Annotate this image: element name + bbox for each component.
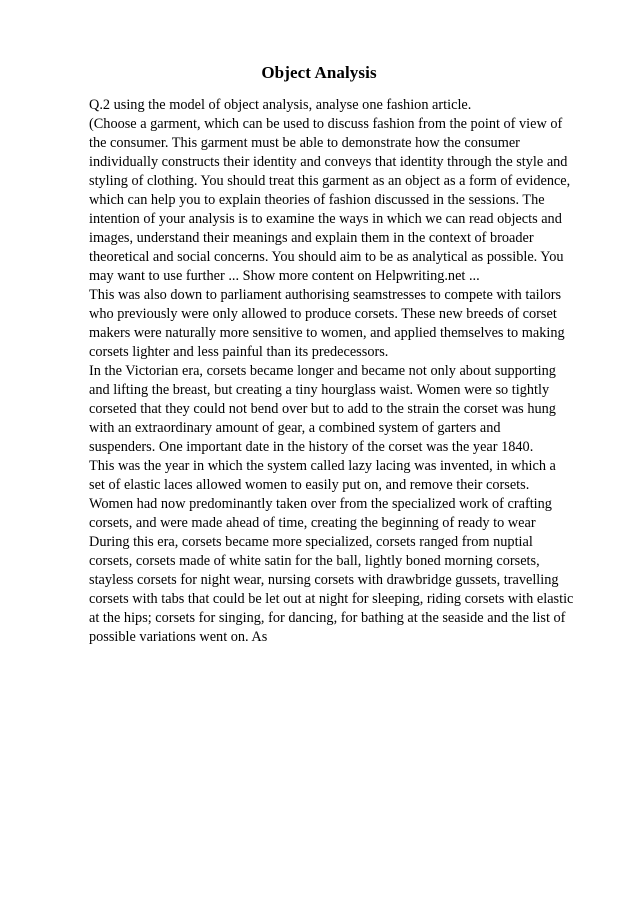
text-line: intention of your analysis is to examine the ways in which we can read objects and [89, 211, 562, 227]
text-line: and lifting the breast, but creating a tiny hourglass waist. Women were so tightly [89, 382, 550, 398]
text-line: (Choose a garment, which can be used to discuss fashion from the point of view of [89, 116, 563, 132]
text-line: the consumer. This garment must be able to demonstrate how the consumer [89, 135, 520, 151]
text-line: who previously were only allowed to produce corsets. These new breeds of corset [89, 306, 557, 322]
text-line: This was the year in which the system called lazy lacing was invented, in which a [89, 458, 556, 474]
text-line: images, understand their meanings and explain them in the context of broader [89, 230, 534, 246]
text-line: stayless corsets for night wear, nursing corsets with drawbridge gussets, travelling [89, 572, 559, 588]
text-line: In the Victorian era, corsets became longer and became not only about supporting [89, 363, 556, 379]
text-line: theoretical and social concerns. You should aim to be as analytical as possible. You [89, 249, 564, 265]
text-line: set of elastic laces allowed women to easily put on, and remove their corsets. [89, 477, 530, 493]
text-line: which can help you to explain theories of fashion discussed in the sessions. The [89, 192, 545, 208]
text-line: Q.2 using the model of object analysis, analyse one fashion article. [89, 97, 472, 113]
text-line: corseted that they could not bend over but to add to the strain the corset was hung [89, 401, 556, 417]
text-line: corsets, corsets made of white satin for the ball, lightly boned morning corsets, [89, 553, 540, 569]
page-title: Object Analysis [261, 63, 377, 82]
text-line: makers were naturally more sensitive to women, and applied themselves to making [89, 325, 565, 341]
text-line: with an extraordinary amount of gear, a combined system of garters and [89, 420, 501, 436]
text-line: at the hips; corsets for singing, for dancing, for bathing at the seaside and the list of [89, 610, 566, 626]
text-line: Women had now predominantly taken over from the specialized work of crafting [89, 496, 552, 512]
text-line: possible variations went on. As [89, 629, 268, 645]
text-line: During this era, corsets became more specialized, corsets ranged from nuptial [89, 534, 533, 550]
text-line: corsets with tabs that could be let out at night for sleeping, riding corsets with elastic [89, 591, 574, 607]
text-line: This was also down to parliament authorising seamstresses to compete with tailors [89, 287, 562, 303]
document-body [89, 96, 589, 647]
text-line: individually constructs their identity and conveys that identity through the style and [89, 154, 568, 170]
text-line: corsets, and were made ahead of time, creating the beginning of ready to wear [89, 515, 536, 531]
text-line: may want to use further ... Show more content on Helpwriting.net ... [89, 268, 480, 284]
text-line: suspenders. One important date in the history of the corset was the year 1840. [89, 439, 534, 455]
text-line: corsets lighter and less painful than its predecessors. [89, 344, 389, 360]
text-line: styling of clothing. You should treat this garment as an object as a form of evidence, [89, 173, 571, 189]
